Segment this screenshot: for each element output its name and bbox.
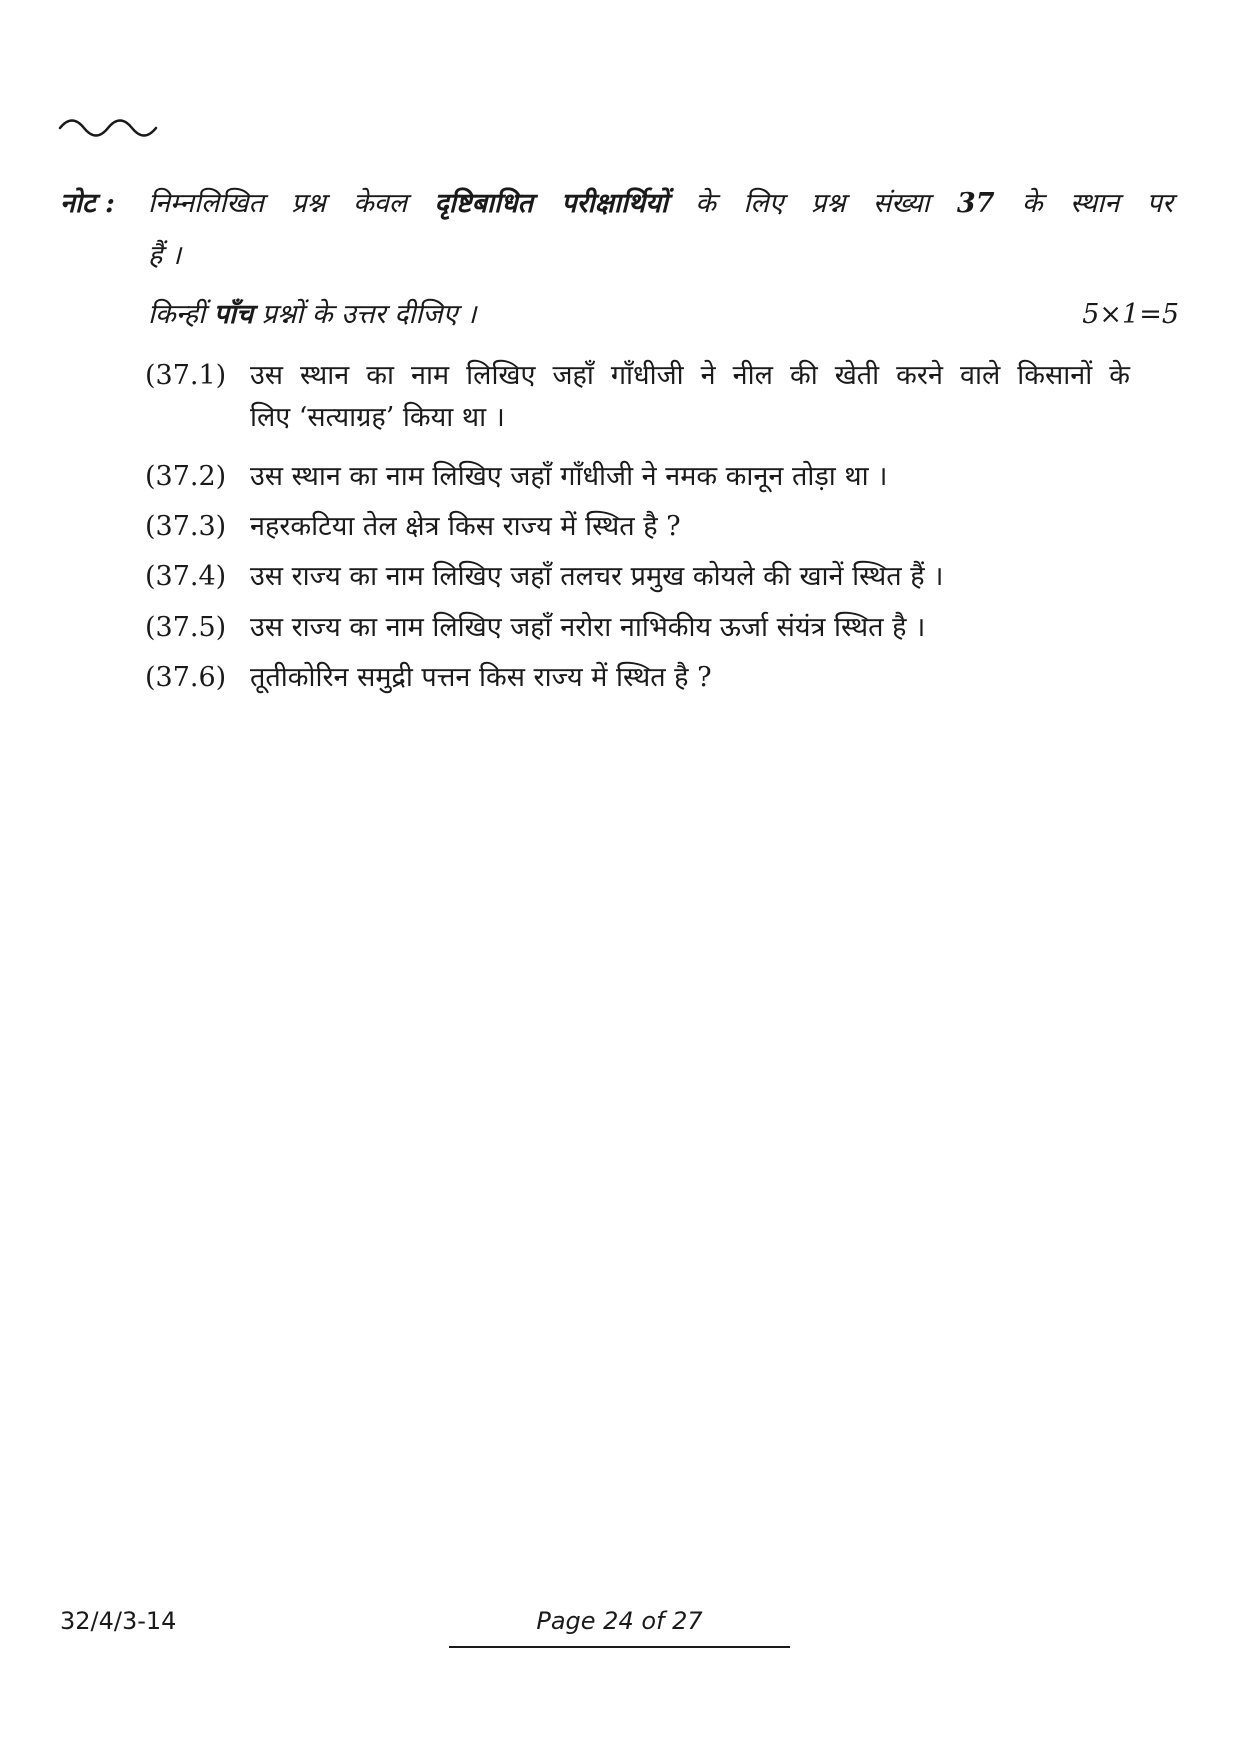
question-text: उस राज्य का नाम लिखिए जहाँ तलचर प्रमुख कोयले की खानें स्थित हैं । xyxy=(250,561,944,592)
note-continuation: हैं । xyxy=(148,240,182,271)
page-number: Page 24 of 27 xyxy=(536,1607,703,1635)
note-label: नोट : xyxy=(60,188,115,219)
question-text xyxy=(250,355,1130,439)
question-text-line: उस स्थान का नाम लिखिए जहाँ गाँधीजी ने नील की खेती करने वाले किसानों के xyxy=(250,360,1130,391)
question-number: (37.5) xyxy=(145,612,227,643)
footer-divider xyxy=(449,1646,790,1648)
question-number: (37.4) xyxy=(145,561,227,592)
question-number: (37.6) xyxy=(145,662,227,693)
note-question-number: 37 xyxy=(956,188,995,219)
question-text: नहरकटिया तेल क्षेत्र किस राज्य में स्थित है ? xyxy=(250,511,681,542)
instruction-bold: पाँच xyxy=(213,299,254,330)
note-text-before: निम्नलिखित प्रश्न केवल xyxy=(148,188,435,219)
wavy-line-icon xyxy=(58,112,158,142)
note-bold-text: दृष्टिबाधित परीक्षार्थियों xyxy=(434,188,668,219)
note-text xyxy=(148,178,1173,230)
note-text-after: के स्थान पर xyxy=(994,188,1173,219)
question-number: (37.3) xyxy=(145,511,227,542)
paper-code: 32/4/3-14 xyxy=(60,1607,177,1635)
marks-allocation: 5×1=5 xyxy=(1082,299,1179,330)
question-text: उस स्थान का नाम लिखिए जहाँ गाँधीजी ने नमक कानून तोड़ा था । xyxy=(250,461,888,492)
instruction-suffix: प्रश्नों के उत्तर दीजिए । xyxy=(253,299,477,330)
note-text-mid: के लिए प्रश्न संख्या xyxy=(667,188,957,219)
question-number: (37.1) xyxy=(145,360,227,391)
question-number: (37.2) xyxy=(145,461,227,492)
instruction-prefix: किन्हीं xyxy=(148,299,214,330)
question-text-line: लिए ‘सत्याग्रह’ किया था । xyxy=(250,402,505,433)
question-text: तूतीकोरिन समुद्री पत्तन किस राज्य में स्थित है ? xyxy=(250,662,712,693)
instruction xyxy=(148,295,476,335)
question-text: उस राज्य का नाम लिखिए जहाँ नरोरा नाभिकीय ऊर्जा संयंत्र स्थित है । xyxy=(250,612,926,643)
